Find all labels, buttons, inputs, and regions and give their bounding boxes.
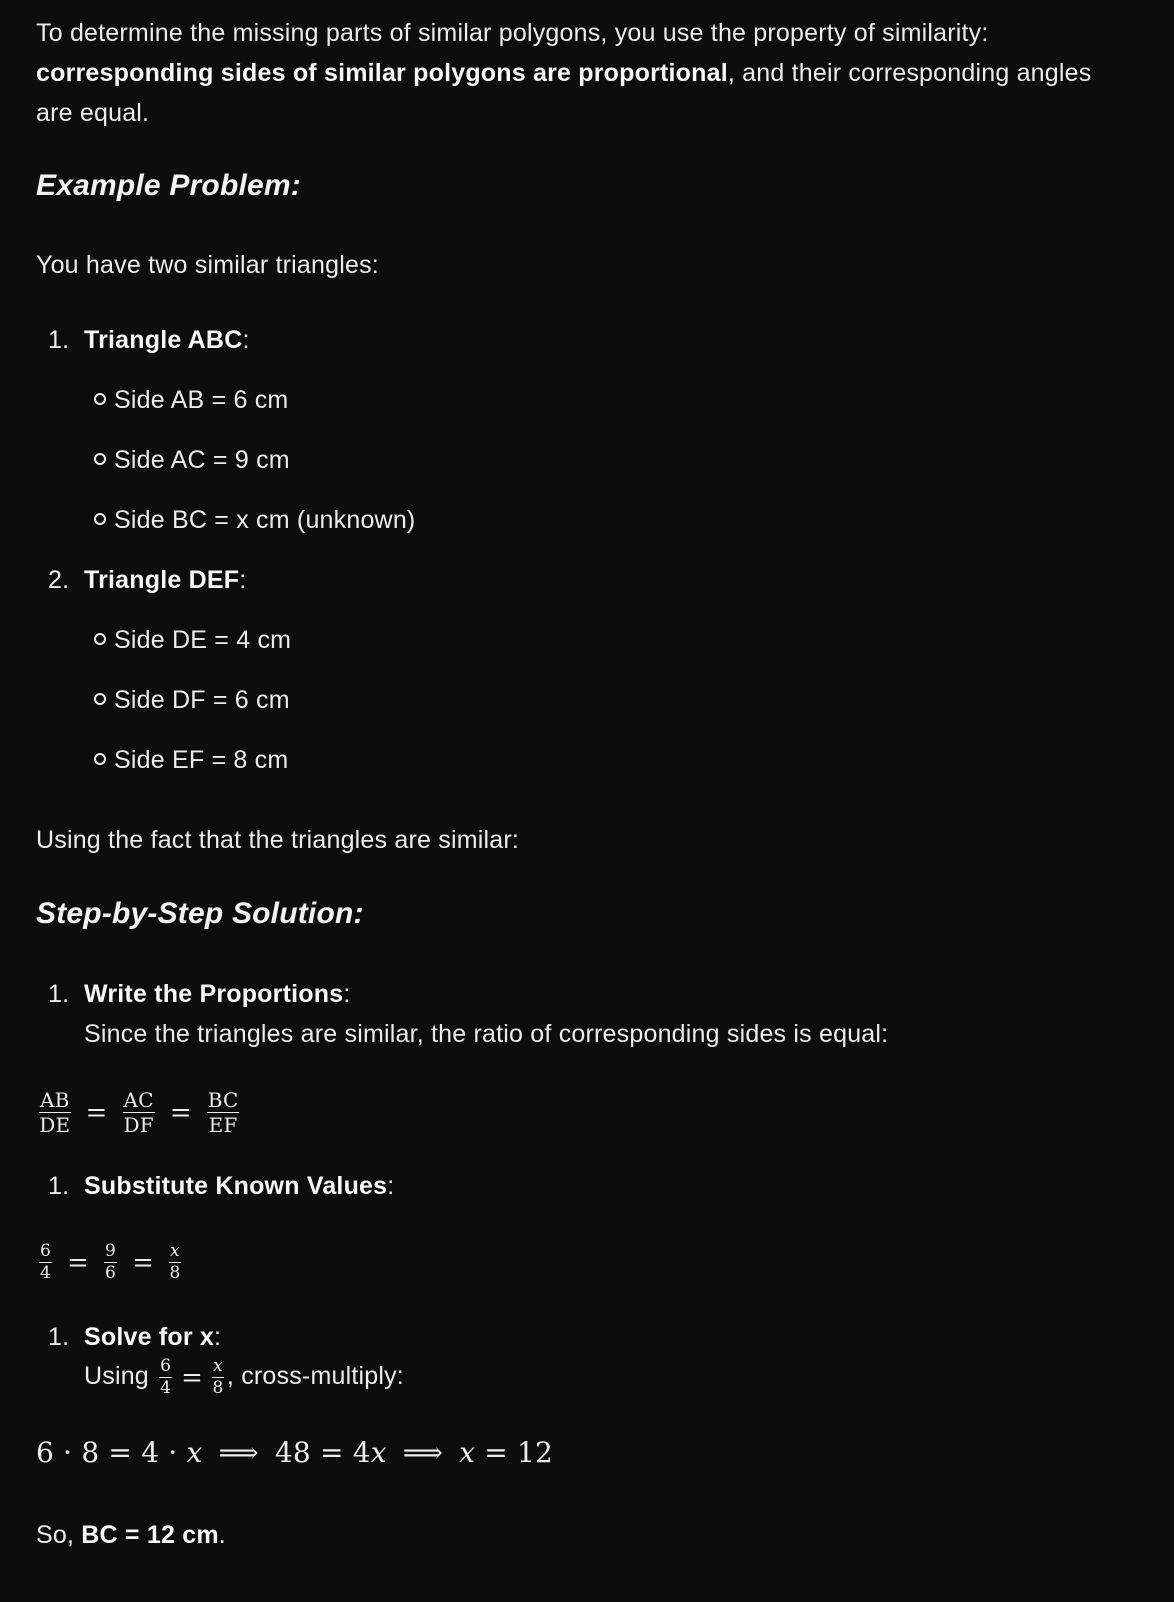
equals-sign: = [132, 1247, 155, 1278]
fraction-9-6 [104, 1243, 117, 1282]
numerator: 6 [40, 1241, 52, 1261]
intro-bold-text: corresponding sides of similar polygons are proportional [36, 59, 728, 87]
denominator: DF [123, 1113, 154, 1137]
circle-bullet-icon [94, 693, 106, 705]
fraction-6-4 [39, 1243, 52, 1282]
fraction-ac-df [123, 1090, 155, 1135]
circle-bullet-icon [94, 393, 106, 405]
side-ac: Side AC = 9 cm [114, 446, 290, 474]
numerator: 9 [105, 1241, 117, 1261]
variable-x: x [370, 1436, 387, 1469]
using-word: Using [84, 1362, 149, 1390]
denominator: 6 [105, 1263, 117, 1283]
numerator: x [213, 1356, 223, 1376]
intro-line-2 [36, 53, 1091, 93]
equals-sign: = [181, 1362, 204, 1393]
side-ab: Side AB = 6 cm [114, 386, 289, 414]
intro-paragraph [36, 13, 1091, 133]
list-item [94, 386, 288, 415]
denominator: 8 [169, 1263, 181, 1283]
conclusion-prefix: So, [36, 1521, 82, 1549]
implies-arrow: ⟹ [218, 1436, 259, 1469]
variable-x: x [186, 1436, 203, 1469]
example-lead: You have two similar triangles: [36, 251, 379, 279]
circle-bullet-icon [94, 513, 106, 525]
cross-multiply-text: , cross-multiply: [226, 1362, 404, 1390]
conclusion [36, 1521, 226, 1550]
side-de: Side DE = 4 cm [114, 626, 292, 654]
denominator: EF [208, 1113, 238, 1137]
intro-line-3: are equal. [36, 99, 150, 127]
circle-bullet-icon [94, 453, 106, 465]
denominator: 4 [160, 1378, 172, 1398]
equals-sign: = [169, 1097, 192, 1128]
equation-substituted [36, 1243, 184, 1282]
step-title: Solve for x [84, 1323, 215, 1351]
fraction-ab-de [39, 1090, 71, 1135]
colon: : [242, 326, 250, 354]
numerator: AC [123, 1088, 154, 1112]
numerator: x [170, 1241, 180, 1261]
numerator: 6 [160, 1356, 172, 1376]
example-after: Using the fact that the triangles are similar: [36, 826, 520, 854]
step-title: Write the Proportions [84, 980, 344, 1008]
step-solve-text [84, 1358, 404, 1397]
list-number: 2. [48, 566, 70, 594]
numerator: BC [207, 1088, 239, 1112]
fraction-6-4 [159, 1358, 172, 1397]
variable-x: x [459, 1436, 476, 1469]
equation-part: 48 = 4 [274, 1436, 371, 1469]
denominator: 8 [212, 1378, 224, 1398]
list-item [94, 686, 290, 715]
equation-result: = 12 [475, 1436, 553, 1469]
solution-heading: Step-by-Step Solution: [36, 897, 364, 930]
list-item [94, 506, 415, 535]
list-item [94, 746, 288, 775]
list-item [94, 446, 290, 475]
step-title: Substitute Known Values [84, 1172, 388, 1200]
step-substitute-title [84, 1172, 394, 1201]
equation-part: 6 · 8 = 4 · [36, 1436, 187, 1469]
conclusion-answer: BC = 12 cm [81, 1521, 219, 1549]
colon: : [387, 1172, 395, 1200]
inline-equation [156, 1356, 227, 1398]
intro-line-1: To determine the missing parts of similar polygons, you use the property of similarity: [36, 19, 989, 47]
side-bc: Side BC = x cm (unknown) [114, 506, 416, 534]
step-solve-title [84, 1323, 221, 1352]
colon: : [343, 980, 351, 1008]
step-write-proportions-title [84, 980, 350, 1009]
step-number: 1. [48, 1323, 70, 1351]
side-ef: Side EF = 8 cm [114, 746, 289, 774]
conclusion-period: . [218, 1521, 226, 1549]
denominator: 4 [40, 1263, 52, 1283]
fraction-x-8 [212, 1358, 224, 1397]
triangle-def-title [84, 566, 246, 595]
circle-bullet-icon [94, 633, 106, 645]
list-item [94, 626, 291, 655]
triangle-abc-name: Triangle ABC [84, 326, 243, 354]
equation-proportions [36, 1090, 242, 1135]
equals-sign: = [67, 1247, 90, 1278]
implies-arrow: ⟹ [402, 1436, 444, 1469]
circle-bullet-icon [94, 753, 106, 765]
denominator: DE [39, 1113, 71, 1137]
equation-solution [36, 1436, 553, 1469]
example-heading: Example Problem: [36, 169, 301, 202]
colon: : [214, 1323, 222, 1351]
list-number: 1. [48, 326, 70, 354]
step-number: 1. [48, 1172, 70, 1200]
triangle-abc-title [84, 326, 250, 355]
step-number: 1. [48, 980, 70, 1008]
step-write-proportions-text: Since the triangles are similar, the ratio of corresponding sides is equal: [84, 1020, 889, 1048]
colon: : [239, 566, 247, 594]
triangle-def-name: Triangle DEF [84, 566, 240, 594]
intro-line-2-rest: , and their corresponding angles [727, 59, 1092, 87]
side-df: Side DF = 6 cm [114, 686, 290, 714]
equals-sign: = [85, 1097, 108, 1128]
fraction-x-8 [169, 1243, 181, 1282]
fraction-bc-ef [207, 1090, 240, 1135]
numerator: AB [40, 1088, 70, 1112]
